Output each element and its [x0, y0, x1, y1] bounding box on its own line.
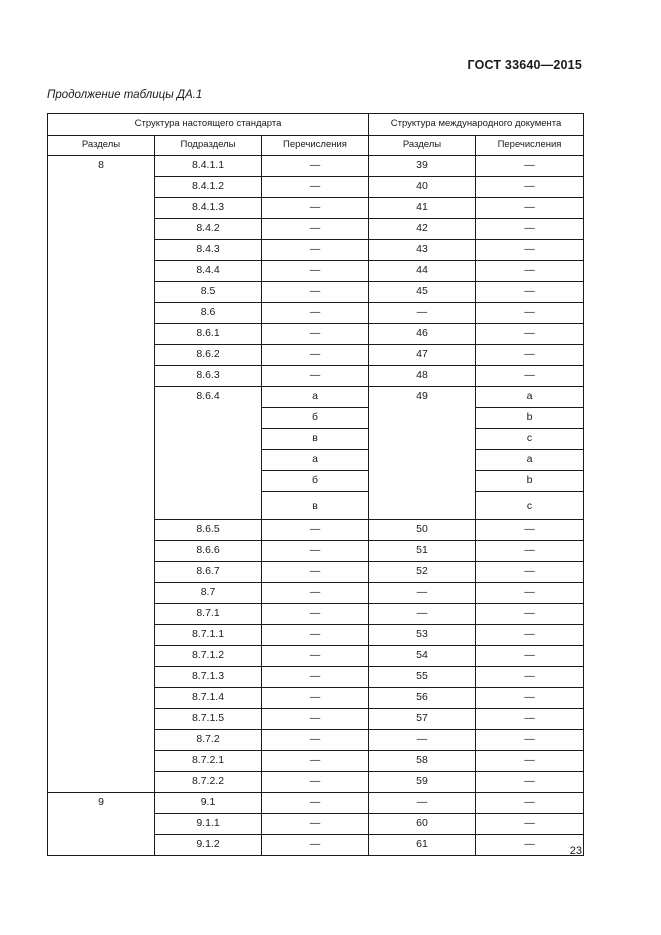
intl-enumeration-cell: a	[476, 387, 584, 408]
subsection-cell: 8.6.4	[155, 387, 262, 520]
intl-section-cell: 56	[369, 688, 476, 709]
table-row	[48, 793, 584, 814]
intl-enumeration-cell: c	[476, 492, 584, 520]
enumeration-cell: —	[262, 709, 369, 730]
subsection-cell: 8.7.2.2	[155, 772, 262, 793]
intl-section-cell: 58	[369, 751, 476, 772]
enumeration-cell: —	[262, 751, 369, 772]
col-header-subsections: Подразделы	[155, 136, 262, 156]
subsection-cell: 8.6	[155, 303, 262, 324]
enumeration-cell: —	[262, 177, 369, 198]
enumeration-cell: —	[262, 583, 369, 604]
subsection-cell: 8.4.4	[155, 261, 262, 282]
enumeration-cell: —	[262, 366, 369, 387]
intl-enumeration-cell: —	[476, 835, 584, 856]
subsection-cell: 8.7.2.1	[155, 751, 262, 772]
subsection-cell: 8.4.2	[155, 219, 262, 240]
intl-enumeration-cell: —	[476, 583, 584, 604]
enumeration-cell: в	[262, 492, 369, 520]
enumeration-cell: —	[262, 646, 369, 667]
column-header-row	[48, 136, 584, 156]
intl-enumeration-cell: —	[476, 604, 584, 625]
intl-enumeration-cell: —	[476, 814, 584, 835]
intl-section-cell: —	[369, 730, 476, 751]
subsection-cell: 9.1	[155, 793, 262, 814]
intl-enumeration-cell: —	[476, 156, 584, 177]
intl-section-cell: 39	[369, 156, 476, 177]
intl-enumeration-cell: c	[476, 429, 584, 450]
subsection-cell: 8.7	[155, 583, 262, 604]
intl-section-cell: 50	[369, 520, 476, 541]
enumeration-cell: б	[262, 471, 369, 492]
international-structure-header: Структура международного документа	[369, 114, 584, 136]
intl-section-cell: 59	[369, 772, 476, 793]
intl-section-cell: 45	[369, 282, 476, 303]
enumeration-cell: —	[262, 324, 369, 345]
intl-enumeration-cell: —	[476, 366, 584, 387]
intl-enumeration-cell: —	[476, 541, 584, 562]
subsection-cell: 8.4.3	[155, 240, 262, 261]
enumeration-cell: —	[262, 240, 369, 261]
intl-section-cell: 47	[369, 345, 476, 366]
enumeration-cell: —	[262, 219, 369, 240]
intl-section-cell: 43	[369, 240, 476, 261]
intl-section-cell: 46	[369, 324, 476, 345]
intl-section-cell: 61	[369, 835, 476, 856]
enumeration-cell: б	[262, 408, 369, 429]
enumeration-cell: а	[262, 450, 369, 471]
enumeration-cell: —	[262, 198, 369, 219]
subsection-cell: 8.6.3	[155, 366, 262, 387]
enumeration-cell: —	[262, 562, 369, 583]
subsection-cell: 8.4.1.1	[155, 156, 262, 177]
subsection-cell: 8.4.1.3	[155, 198, 262, 219]
subsection-cell: 8.7.2	[155, 730, 262, 751]
intl-enumeration-cell: —	[476, 303, 584, 324]
enumeration-cell: —	[262, 541, 369, 562]
intl-section-cell: 44	[369, 261, 476, 282]
section-cell: 9	[48, 793, 155, 856]
subsection-cell: 8.7.1.2	[155, 646, 262, 667]
enumeration-cell: —	[262, 625, 369, 646]
intl-enumeration-cell: —	[476, 709, 584, 730]
intl-section-cell: 57	[369, 709, 476, 730]
group-header-row	[48, 114, 584, 136]
subsection-cell: 8.7.1.4	[155, 688, 262, 709]
intl-enumeration-cell: —	[476, 177, 584, 198]
intl-section-cell: 41	[369, 198, 476, 219]
intl-section-cell: 49	[369, 387, 476, 520]
correspondence-table	[47, 113, 584, 856]
intl-enumeration-cell: —	[476, 646, 584, 667]
subsection-cell: 8.6.6	[155, 541, 262, 562]
subsection-cell: 8.6.2	[155, 345, 262, 366]
intl-enumeration-cell: —	[476, 282, 584, 303]
intl-section-cell: —	[369, 793, 476, 814]
national-structure-header: Структура настоящего стандарта	[48, 114, 369, 136]
enumeration-cell: —	[262, 667, 369, 688]
subsection-cell: 8.7.1	[155, 604, 262, 625]
subsection-cell: 8.4.1.2	[155, 177, 262, 198]
intl-enumeration-cell: —	[476, 219, 584, 240]
intl-enumeration-cell: —	[476, 324, 584, 345]
enumeration-cell: —	[262, 604, 369, 625]
enumeration-cell: —	[262, 814, 369, 835]
intl-enumeration-cell: —	[476, 667, 584, 688]
document-code: ГОСТ 33640—2015	[467, 58, 582, 72]
subsection-cell: 9.1.1	[155, 814, 262, 835]
subsection-cell: 8.7.1.5	[155, 709, 262, 730]
intl-section-cell: 40	[369, 177, 476, 198]
intl-enumeration-cell: —	[476, 261, 584, 282]
enumeration-cell: —	[262, 793, 369, 814]
enumeration-cell: —	[262, 730, 369, 751]
intl-enumeration-cell: —	[476, 562, 584, 583]
col-header-intl-enumerations: Перечисления	[476, 136, 584, 156]
enumeration-cell: —	[262, 345, 369, 366]
intl-section-cell: 51	[369, 541, 476, 562]
col-header-intl-sections: Разделы	[369, 136, 476, 156]
intl-enumeration-cell: b	[476, 471, 584, 492]
intl-section-cell: 42	[369, 219, 476, 240]
intl-section-cell: 54	[369, 646, 476, 667]
intl-enumeration-cell: —	[476, 625, 584, 646]
section-cell: 8	[48, 156, 155, 793]
subsection-cell: 8.6.7	[155, 562, 262, 583]
col-header-sections: Разделы	[48, 136, 155, 156]
intl-section-cell: 53	[369, 625, 476, 646]
intl-enumeration-cell: —	[476, 730, 584, 751]
subsection-cell: 8.7.1.3	[155, 667, 262, 688]
enumeration-cell: —	[262, 282, 369, 303]
enumeration-cell: в	[262, 429, 369, 450]
intl-enumeration-cell: —	[476, 520, 584, 541]
intl-enumeration-cell: —	[476, 793, 584, 814]
enumeration-cell: —	[262, 520, 369, 541]
subsection-cell: 8.5	[155, 282, 262, 303]
intl-enumeration-cell: —	[476, 345, 584, 366]
subsection-cell: 8.7.1.1	[155, 625, 262, 646]
intl-section-cell: 60	[369, 814, 476, 835]
intl-section-cell: —	[369, 604, 476, 625]
table-row	[48, 156, 584, 177]
intl-section-cell: —	[369, 583, 476, 604]
enumeration-cell: —	[262, 261, 369, 282]
subsection-cell: 8.6.1	[155, 324, 262, 345]
intl-enumeration-cell: —	[476, 688, 584, 709]
intl-enumeration-cell: —	[476, 240, 584, 261]
enumeration-cell: —	[262, 772, 369, 793]
table-caption: Продолжение таблицы ДА.1	[47, 89, 203, 101]
intl-enumeration-cell: —	[476, 772, 584, 793]
intl-section-cell: —	[369, 303, 476, 324]
subsection-cell: 9.1.2	[155, 835, 262, 856]
intl-enumeration-cell: b	[476, 408, 584, 429]
col-header-enumerations: Перечисления	[262, 136, 369, 156]
enumeration-cell: а	[262, 387, 369, 408]
intl-enumeration-cell: —	[476, 198, 584, 219]
enumeration-cell: —	[262, 156, 369, 177]
enumeration-cell: —	[262, 303, 369, 324]
intl-enumeration-cell: —	[476, 751, 584, 772]
intl-section-cell: 48	[369, 366, 476, 387]
subsection-cell: 8.6.5	[155, 520, 262, 541]
intl-enumeration-cell: a	[476, 450, 584, 471]
page-number: 23	[569, 845, 582, 857]
enumeration-cell: —	[262, 688, 369, 709]
intl-section-cell: 55	[369, 667, 476, 688]
enumeration-cell: —	[262, 835, 369, 856]
intl-section-cell: 52	[369, 562, 476, 583]
